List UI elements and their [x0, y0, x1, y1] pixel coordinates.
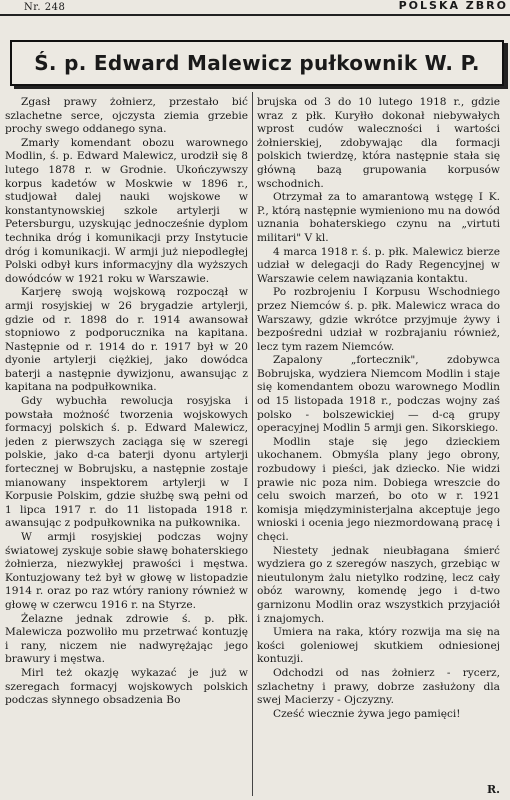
column-divider — [252, 92, 253, 796]
paragraph: Zgasł prawy żołnierz, przestało bić szlachetne serce, ojczysta ziemia grzebie prochy swego oddanego syna. — [5, 96, 248, 136]
page-header — [0, 0, 510, 16]
paragraph: Gdy wybuchła rewolucja rosyjska i powstała możność tworzenia wojskowych formacyj polskich ś. p. Edward Malewicz, jeden z pierwszych zaciąga się w szeregi polskie, jako d-ca baterji dyonu artylerji fortecznej w Bobrujsku, a następnie zostaje mianowany inspektorem artylerji w I Korpusie Polskim, gdzie służbę swą pełni od 1 lipca 1917 r. do 11 listopada 1918 r. awansując z podpułkownika na pułkownika. — [5, 395, 248, 530]
author-signature: R. — [487, 783, 500, 796]
paragraph: Po rozbrojeniu I Korpusu Wschodniego przez Niemców ś. p. płk. Malewicz wraca do Warszawy, gdzie wkrótce przyjmuje żywy i bezpośredni udział w rozbrajaniu również, lecz tym razem Niemców. — [257, 286, 500, 353]
paragraph: Modlin staje się jego dzieckiem ukochanem. Obmyśla plany jego obrony, rozbudowy i pieści, jak dziecko. Nie widzi prawie nic poza nim. Dobiega wreszcie do celu swoich marzeń, bo oto w r. 1921 komisja międzyministerjalna akceptuje jego wnioski i ocenia jego niezmordowaną pracę i chęci. — [257, 435, 500, 543]
issue-number: Nr. 248 — [24, 2, 66, 13]
paragraph: Mirl też okazję wykazać je już w szeregach formacyj wojskowych polskich podczas słynnego obsadzenia Bo — [5, 666, 248, 707]
paragraph: Odchodzi od nas żołnierz - rycerz, szlachetny i prawy, dobrze zasłużony dla swej Macierzy - Ojczyzny. — [257, 666, 500, 707]
paragraph: Karjerę swoją wojskową rozpoczął w armji rosyjskiej w 26 brygadzie artylerji, gdzie od r. 1898 do r. 1914 awansował stopniowo z podporucznika na kapitana. Następnie od r. 1914 do r. 1917 był w 20 dyonie artylerji ciężkiej, jako dowódca baterji a następnie dywizjonu, awansując z kapitana na podpułkownika. — [5, 286, 248, 394]
left-column — [5, 96, 248, 796]
headline: Ś. p. Edward Malewicz pułkownik W. P. — [34, 51, 480, 75]
paragraph: Otrzymał za to amarantową wstęgę I K. P., którą następnie wymieniono mu na dowód uznania bohaterskiego czynu na „virtuti militari" V kl. — [257, 191, 500, 244]
paragraph: Cześć wiecznie żywa jego pamięci! — [273, 707, 461, 720]
paragraph: Niestety jednak nieubłagana śmierć wydziera go z szeregów naszych, grzebiąc w nieutulonym żalu nietylko rodzinę, lecz cały obóz warowny, komendę jego i d-two garnizonu Modlin oraz wszystkich przyjaciół i znajomych. — [257, 544, 500, 625]
paragraph: Żelazne jednak zdrowie ś. p. płk. Malewicza pozwoliło mu przetrwać kontuzję i rany, niczem nie nadwyrężając jego brawury i męstwa. — [5, 612, 248, 666]
paragraph: 4 marca 1918 r. ś. p. płk. Malewicz bierze udział w delegacji do Rady Regencyjnej w Warszawie celem nawiązania kontaktu. — [257, 245, 500, 285]
paragraph: Zapalony „fortecznik", zdobywca Bobrujska, wydziera Niemcom Modlin i staje się komendantem obozu warownego Modlin od 15 listopada 1918 r., podczas wojny zaś polsko - bolszewickiej — d-cą grupy operacyjnej Modlin 5 armji gen. Sikorskiego. — [257, 354, 500, 435]
newspaper-name: POLSKA ZBRO — [398, 0, 508, 12]
right-column — [257, 96, 500, 796]
paragraph: brujska od 3 do 10 lutego 1918 r., gdzie wraz z płk. Kuryłło dokonał niebywałych wprost cudów waleczności i wartości żołnierskiej, zdobywając dla formacji polskich twierdzę, która następnie stała się główną bazą grupowania korpusów wschodnich. — [257, 96, 500, 190]
paragraph: Umiera na raka, który rozwija ma się na kości goleniowej skutkiem odniesionej kontuzji. — [257, 626, 500, 666]
headline-box — [10, 40, 504, 86]
paragraph: W armji rosyjskiej podczas wojny światowej zyskuje sobie sławę bohaterskiego żołnierza, niezwykłej prawości i męstwa. Kontuzjowany też był w głowę w listopadzie 1914 r. oraz po raz wtóry raniony również w głowę w czerwcu 1916 r. na Styrze. — [5, 531, 248, 611]
paragraph: Zmarły komendant obozu warownego Modlin, ś. p. Edward Malewicz, urodził się 8 lutego 1878 r. w Grodnie. Ukończywszy korpus kadetów w Moskwie w 1896 r., studjował dalej nauki wojskowe w konstantynowskiej szkole artylerji w Petersburgu, uzyskując jednocześnie dyplom technika dróg i komunikacji przy Instytucie dróg i komunikacji. W armji już niepodległej Polski odbył kurs informacyjny dla wyższych dowódców w 1921 roku w Warszawie. — [5, 136, 248, 285]
